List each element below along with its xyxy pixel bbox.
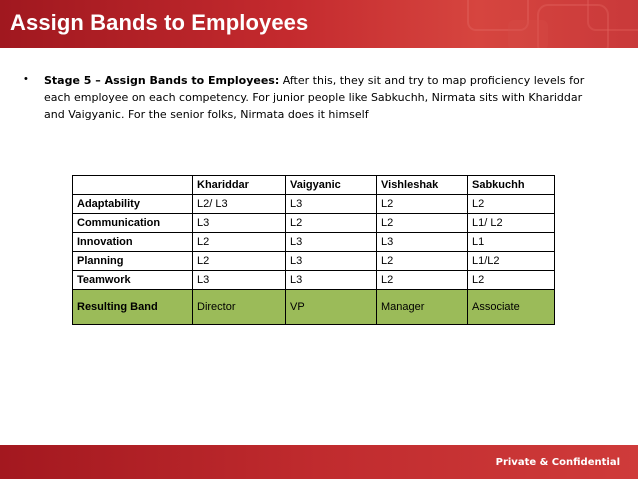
table-cell: L2 <box>468 271 555 290</box>
resulting-band-row <box>73 290 555 325</box>
bullet-lead: Stage 5 – Assign Bands to Employees: <box>44 74 280 87</box>
table-cell: L3 <box>286 195 377 214</box>
table-cell: L3 <box>286 233 377 252</box>
table-row <box>73 214 555 233</box>
table-row <box>73 271 555 290</box>
row-label: Communication <box>73 214 193 233</box>
table-cell: L2 <box>377 271 468 290</box>
table-row <box>73 195 555 214</box>
table-cell: L2 <box>377 195 468 214</box>
result-cell: VP <box>286 290 377 325</box>
header-cell-empty <box>73 176 193 195</box>
footer-bar <box>0 445 638 479</box>
decorative-pattern <box>388 0 638 48</box>
row-label: Innovation <box>73 233 193 252</box>
table-row <box>73 233 555 252</box>
table-cell: L3 <box>286 271 377 290</box>
header-cell-sabkuchh: Sabkuchh <box>468 176 555 195</box>
title-bar <box>0 0 638 48</box>
table-cell: L1 <box>468 233 555 252</box>
table-cell: L1/L2 <box>468 252 555 271</box>
result-cell: Director <box>193 290 286 325</box>
bullet-paragraph <box>44 72 589 123</box>
header-cell-vishleshak: Vishleshak <box>377 176 468 195</box>
result-cell: Manager <box>377 290 468 325</box>
table-cell: L2 <box>193 233 286 252</box>
row-label: Resulting Band <box>73 290 193 325</box>
table-row <box>73 252 555 271</box>
table-cell: L2/ L3 <box>193 195 286 214</box>
confidentiality-label: Private & Confidential <box>495 457 620 468</box>
header-cell-khariddar: Khariddar <box>193 176 286 195</box>
row-label: Adaptability <box>73 195 193 214</box>
table-cell: L3 <box>377 233 468 252</box>
table-cell: L2 <box>377 252 468 271</box>
row-label: Teamwork <box>73 271 193 290</box>
bullet-body: After this, they sit and try to map proficiency levels for each employee on each competency. For junior people like Sabkuchh, Nirmata sits with Khariddar and Vaigyanic. For the senior folks, Nirmata does it himself <box>44 74 585 121</box>
table-cell: L2 <box>468 195 555 214</box>
header-cell-vaigyanic: Vaigyanic <box>286 176 377 195</box>
band-assignment-table <box>72 175 555 325</box>
page-title: Assign Bands to Employees <box>10 10 309 35</box>
table-cell: L1/ L2 <box>468 214 555 233</box>
table-cell: L3 <box>286 252 377 271</box>
result-cell: Associate <box>468 290 555 325</box>
table-cell: L2 <box>377 214 468 233</box>
table-cell: L3 <box>193 271 286 290</box>
table-header-row <box>73 176 555 195</box>
table-cell: L2 <box>286 214 377 233</box>
table-cell: L2 <box>193 252 286 271</box>
bullet-marker: • <box>24 73 28 85</box>
row-label: Planning <box>73 252 193 271</box>
table-cell: L3 <box>193 214 286 233</box>
